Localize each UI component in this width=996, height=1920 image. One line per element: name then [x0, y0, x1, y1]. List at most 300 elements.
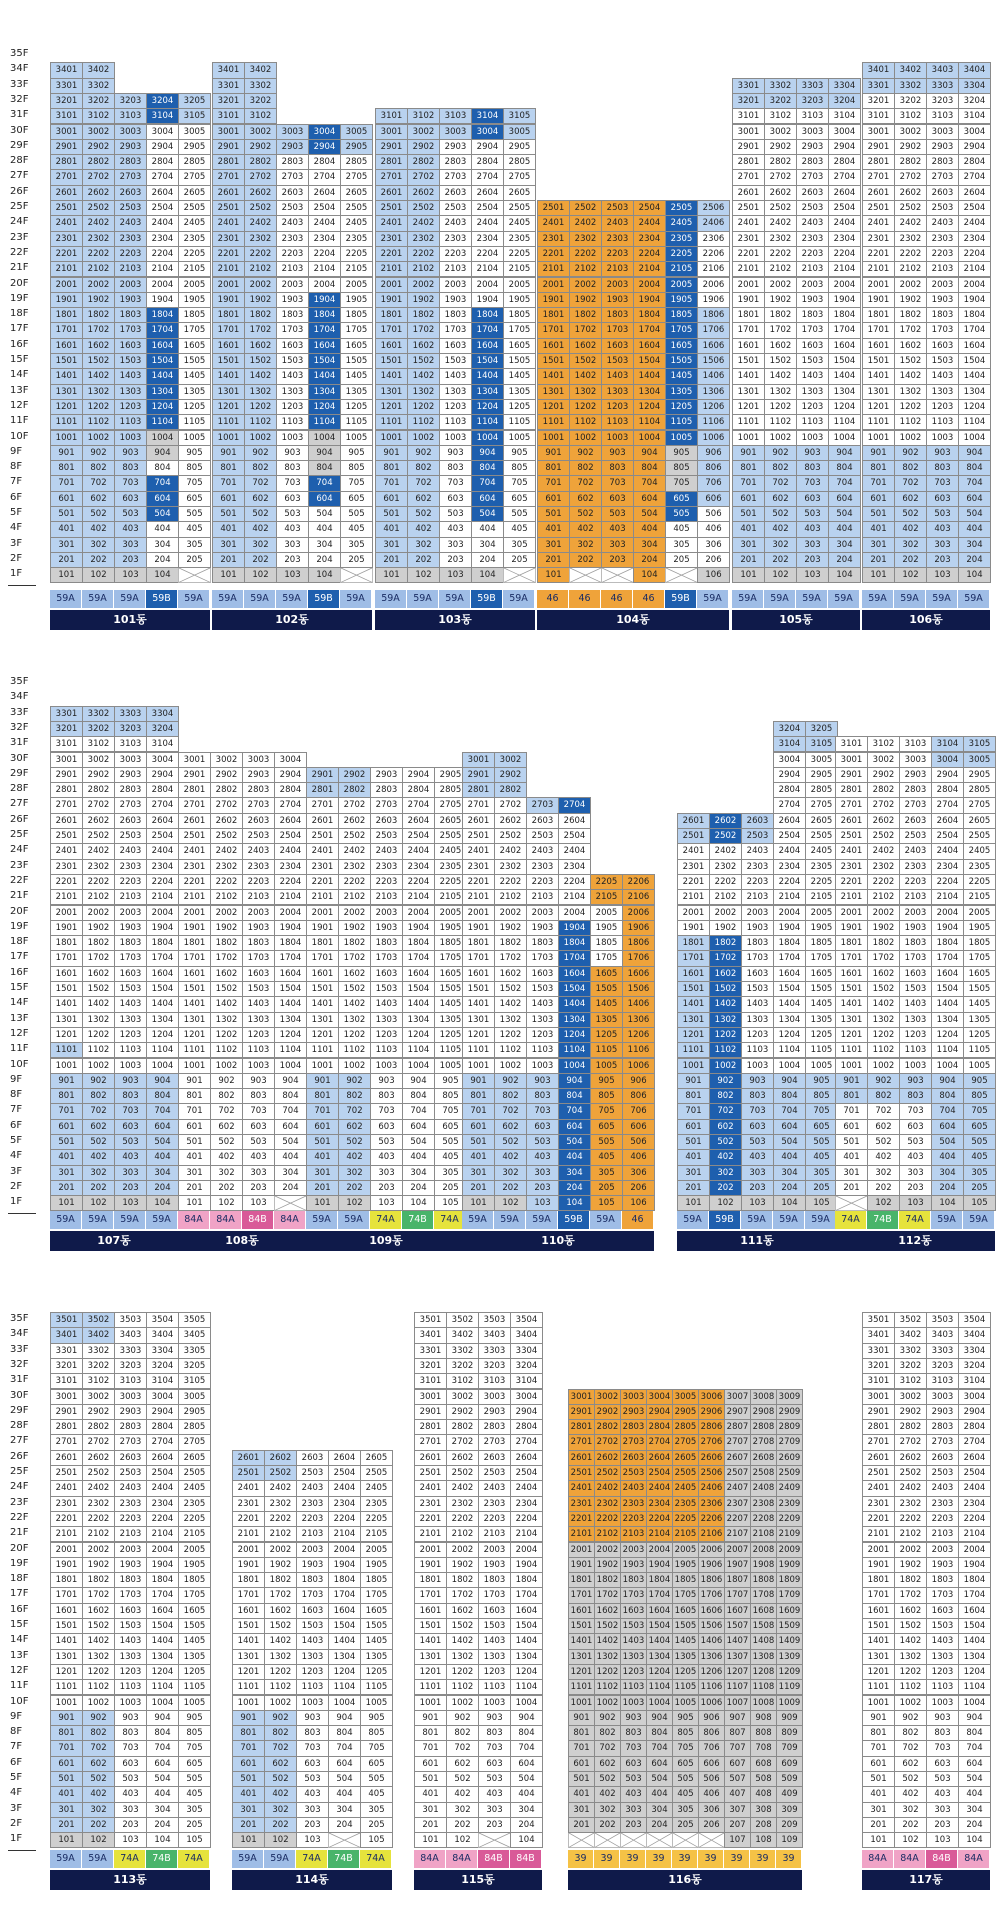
- unit-cell[interactable]: 2105: [360, 1526, 393, 1542]
- unit-cell[interactable]: 2804: [958, 1419, 991, 1435]
- unit-cell[interactable]: 603: [478, 1756, 511, 1772]
- unit-cell[interactable]: 505: [434, 1134, 467, 1150]
- unit-cell[interactable]: 2202: [407, 246, 440, 262]
- unit-cell[interactable]: 2801: [50, 1419, 83, 1435]
- unit-cell[interactable]: 304: [471, 537, 504, 553]
- unit-cell[interactable]: 2004: [558, 905, 591, 921]
- unit-cell[interactable]: 902: [210, 1073, 243, 1089]
- unit-cell[interactable]: 1504: [471, 353, 504, 369]
- unit-cell[interactable]: 3204: [146, 1358, 179, 1374]
- unit-cell[interactable]: 2004: [931, 905, 964, 921]
- unit-cell[interactable]: 3204: [958, 1358, 991, 1374]
- unit-cell[interactable]: 201: [232, 1817, 265, 1833]
- unit-cell[interactable]: 2003: [114, 1542, 147, 1558]
- unit-cell[interactable]: 902: [338, 1073, 371, 1089]
- unit-cell[interactable]: 403: [620, 1786, 647, 1802]
- unit-cell[interactable]: 1403: [620, 1633, 647, 1649]
- unit-cell[interactable]: 3102: [894, 108, 927, 124]
- unit-cell[interactable]: 602: [894, 1756, 927, 1772]
- unit-cell[interactable]: 2502: [446, 1465, 479, 1481]
- unit-cell[interactable]: 3002: [82, 752, 115, 768]
- unit-cell[interactable]: 2002: [894, 277, 927, 293]
- unit-cell[interactable]: 106: [697, 567, 730, 583]
- unit-cell[interactable]: 2204: [274, 874, 307, 890]
- unit-cell[interactable]: 1905: [805, 920, 838, 936]
- unit-cell[interactable]: 702: [82, 1103, 115, 1119]
- unit-cell[interactable]: 2902: [407, 139, 440, 155]
- unit-cell[interactable]: 804: [633, 460, 666, 476]
- unit-cell[interactable]: 2602: [764, 185, 797, 201]
- unit-cell[interactable]: 1307: [724, 1649, 751, 1665]
- unit-cell[interactable]: 1902: [594, 1557, 621, 1573]
- unit-cell[interactable]: 3301: [50, 78, 83, 94]
- unit-cell[interactable]: 2704: [146, 1434, 179, 1450]
- unit-cell[interactable]: 1903: [114, 1557, 147, 1573]
- unit-cell[interactable]: 503: [114, 506, 147, 522]
- unit-cell[interactable]: 1104: [958, 1679, 991, 1695]
- unit-cell[interactable]: 504: [958, 1771, 991, 1787]
- unit-cell[interactable]: 202: [594, 1817, 621, 1833]
- unit-cell[interactable]: 2202: [764, 246, 797, 262]
- unit-cell[interactable]: 1005: [178, 1695, 211, 1711]
- unit-cell[interactable]: 702: [446, 1740, 479, 1756]
- unit-cell[interactable]: 508: [750, 1771, 777, 1787]
- unit-cell[interactable]: 503: [370, 1134, 403, 1150]
- unit-cell[interactable]: 1603: [439, 338, 472, 354]
- unit-cell[interactable]: 1403: [296, 1633, 329, 1649]
- unit-cell[interactable]: 3104: [828, 108, 861, 124]
- unit-cell[interactable]: 202: [494, 1180, 527, 1196]
- unit-cell[interactable]: 203: [741, 1180, 774, 1196]
- unit-cell[interactable]: 103: [526, 1195, 559, 1211]
- unit-cell[interactable]: 1405: [805, 996, 838, 1012]
- unit-cell[interactable]: 1903: [114, 920, 147, 936]
- unit-cell[interactable]: 1002: [867, 1058, 900, 1074]
- unit-cell[interactable]: 2202: [338, 874, 371, 890]
- unit-cell[interactable]: 2501: [375, 200, 408, 216]
- unit-cell[interactable]: 1403: [741, 996, 774, 1012]
- unit-cell[interactable]: 2502: [494, 828, 527, 844]
- unit-cell[interactable]: 2404: [931, 843, 964, 859]
- unit-cell[interactable]: 2205: [665, 246, 698, 262]
- unit-cell[interactable]: 406: [622, 1149, 655, 1165]
- unit-cell[interactable]: 2104: [146, 261, 179, 277]
- unit-cell[interactable]: 2702: [338, 797, 371, 813]
- unit-cell[interactable]: 2601: [835, 813, 868, 829]
- unit-cell[interactable]: 2002: [894, 1542, 927, 1558]
- unit-cell[interactable]: 2302: [867, 859, 900, 875]
- unit-cell[interactable]: 2201: [835, 874, 868, 890]
- unit-cell[interactable]: 2102: [594, 1526, 621, 1542]
- unit-cell[interactable]: 1901: [835, 920, 868, 936]
- unit-cell[interactable]: 102: [894, 1832, 927, 1848]
- unit-cell[interactable]: 1902: [867, 920, 900, 936]
- unit-cell[interactable]: 703: [926, 1740, 959, 1756]
- unit-cell[interactable]: 803: [276, 460, 309, 476]
- unit-cell[interactable]: 104: [146, 1195, 179, 1211]
- unit-cell[interactable]: 3003: [114, 124, 147, 140]
- unit-cell[interactable]: 802: [569, 460, 602, 476]
- unit-cell[interactable]: 2401: [835, 843, 868, 859]
- unit-cell[interactable]: 804: [958, 1725, 991, 1741]
- unit-cell[interactable]: 1702: [764, 322, 797, 338]
- unit-cell[interactable]: 1804: [328, 1572, 361, 1588]
- unit-cell[interactable]: 1003: [601, 430, 634, 446]
- unit-cell[interactable]: 804: [931, 1088, 964, 1104]
- unit-cell[interactable]: 2702: [446, 1434, 479, 1450]
- unit-cell[interactable]: 1407: [724, 1633, 751, 1649]
- unit-cell[interactable]: 1801: [212, 307, 245, 323]
- unit-cell[interactable]: 2301: [677, 859, 710, 875]
- unit-cell[interactable]: 2703: [370, 797, 403, 813]
- unit-cell[interactable]: 2105: [178, 261, 211, 277]
- unit-cell[interactable]: 2702: [764, 169, 797, 185]
- unit-cell[interactable]: 2303: [741, 859, 774, 875]
- unit-cell[interactable]: 2105: [340, 261, 373, 277]
- unit-cell[interactable]: 602: [867, 1119, 900, 1135]
- unit-cell[interactable]: 601: [462, 1119, 495, 1135]
- unit-cell[interactable]: 3102: [446, 1373, 479, 1389]
- unit-cell[interactable]: 2601: [375, 185, 408, 201]
- unit-cell[interactable]: 2204: [828, 246, 861, 262]
- unit-cell[interactable]: 2701: [306, 797, 339, 813]
- unit-cell[interactable]: 403: [526, 1149, 559, 1165]
- unit-cell[interactable]: 3105: [805, 736, 838, 752]
- unit-cell[interactable]: 2501: [50, 200, 83, 216]
- unit-cell[interactable]: 1001: [862, 430, 895, 446]
- unit-cell[interactable]: 1301: [375, 384, 408, 400]
- unit-cell[interactable]: 703: [370, 1103, 403, 1119]
- unit-cell[interactable]: 302: [264, 1802, 297, 1818]
- unit-cell[interactable]: 2708: [750, 1434, 777, 1450]
- unit-cell[interactable]: 3005: [805, 752, 838, 768]
- unit-cell[interactable]: 301: [677, 1165, 710, 1181]
- unit-cell[interactable]: 902: [494, 1073, 527, 1089]
- unit-cell[interactable]: 2102: [82, 261, 115, 277]
- unit-cell[interactable]: 1004: [958, 1695, 991, 1711]
- unit-cell[interactable]: 2501: [212, 200, 245, 216]
- unit-cell[interactable]: 2302: [210, 859, 243, 875]
- unit-cell[interactable]: 801: [568, 1725, 595, 1741]
- unit-cell[interactable]: 2001: [212, 277, 245, 293]
- unit-cell[interactable]: 1205: [434, 1027, 467, 1043]
- unit-cell[interactable]: 604: [510, 1756, 543, 1772]
- unit-cell[interactable]: 506: [697, 506, 730, 522]
- unit-cell[interactable]: 202: [244, 552, 277, 568]
- unit-cell[interactable]: 1902: [446, 1557, 479, 1573]
- unit-cell[interactable]: 1102: [338, 1042, 371, 1058]
- unit-cell[interactable]: 2505: [963, 828, 996, 844]
- unit-cell[interactable]: 301: [232, 1802, 265, 1818]
- unit-cell[interactable]: 2605: [963, 813, 996, 829]
- unit-cell[interactable]: 2205: [178, 246, 211, 262]
- unit-cell[interactable]: 2101: [50, 261, 83, 277]
- unit-cell[interactable]: 3503: [114, 1312, 147, 1328]
- unit-cell[interactable]: 2805: [805, 782, 838, 798]
- unit-cell[interactable]: 3205: [178, 1358, 211, 1374]
- unit-cell[interactable]: 1905: [434, 920, 467, 936]
- unit-cell[interactable]: 1604: [402, 966, 435, 982]
- unit-cell[interactable]: 2508: [750, 1465, 777, 1481]
- unit-cell[interactable]: 803: [926, 1725, 959, 1741]
- unit-cell[interactable]: [274, 1195, 307, 1211]
- unit-cell[interactable]: 102: [709, 1195, 742, 1211]
- unit-cell[interactable]: 2705: [340, 169, 373, 185]
- unit-cell[interactable]: 1402: [569, 368, 602, 384]
- unit-cell[interactable]: 704: [958, 475, 991, 491]
- unit-cell[interactable]: 1807: [724, 1572, 751, 1588]
- unit-cell[interactable]: 803: [741, 1088, 774, 1104]
- unit-cell[interactable]: 2908: [750, 1404, 777, 1420]
- unit-cell[interactable]: 1001: [677, 1058, 710, 1074]
- unit-cell[interactable]: 1103: [296, 1679, 329, 1695]
- unit-cell[interactable]: 1803: [796, 307, 829, 323]
- unit-cell[interactable]: 903: [276, 445, 309, 461]
- unit-cell[interactable]: 702: [894, 475, 927, 491]
- unit-cell[interactable]: 1101: [862, 414, 895, 430]
- unit-cell[interactable]: 2003: [926, 1542, 959, 1558]
- unit-cell[interactable]: 2403: [114, 215, 147, 231]
- unit-cell[interactable]: 2205: [178, 1511, 211, 1527]
- unit-cell[interactable]: 1903: [296, 1557, 329, 1573]
- unit-cell[interactable]: 803: [899, 1088, 932, 1104]
- unit-cell[interactable]: 1804: [931, 935, 964, 951]
- unit-cell[interactable]: 1605: [360, 1603, 393, 1619]
- unit-cell[interactable]: 1405: [672, 1633, 699, 1649]
- unit-cell[interactable]: 2802: [894, 154, 927, 170]
- unit-cell[interactable]: 2805: [672, 1419, 699, 1435]
- unit-cell[interactable]: 304: [146, 1165, 179, 1181]
- unit-cell[interactable]: 3004: [510, 1389, 543, 1405]
- unit-cell[interactable]: 2705: [805, 797, 838, 813]
- unit-cell[interactable]: 204: [828, 552, 861, 568]
- unit-cell[interactable]: 201: [375, 552, 408, 568]
- unit-cell[interactable]: 1101: [50, 1679, 83, 1695]
- unit-cell[interactable]: 303: [478, 1802, 511, 1818]
- unit-cell[interactable]: 1601: [835, 966, 868, 982]
- unit-cell[interactable]: 1301: [537, 384, 570, 400]
- unit-cell[interactable]: 205: [503, 552, 536, 568]
- unit-cell[interactable]: 1904: [633, 292, 666, 308]
- unit-cell[interactable]: 701: [50, 1740, 83, 1756]
- unit-cell[interactable]: 304: [958, 537, 991, 553]
- unit-cell[interactable]: 2002: [338, 905, 371, 921]
- unit-cell[interactable]: 602: [446, 1756, 479, 1772]
- unit-cell[interactable]: 1001: [178, 1058, 211, 1074]
- unit-cell[interactable]: 2301: [462, 859, 495, 875]
- unit-cell[interactable]: 2003: [526, 905, 559, 921]
- unit-cell[interactable]: 103: [276, 567, 309, 583]
- unit-cell[interactable]: 502: [446, 1771, 479, 1787]
- unit-cell[interactable]: 701: [862, 475, 895, 491]
- unit-cell[interactable]: 2701: [50, 169, 83, 185]
- unit-cell[interactable]: 1205: [178, 1664, 211, 1680]
- unit-cell[interactable]: 2302: [569, 231, 602, 247]
- unit-cell[interactable]: 1202: [709, 1027, 742, 1043]
- unit-cell[interactable]: 3201: [50, 721, 83, 737]
- unit-cell[interactable]: 1602: [264, 1603, 297, 1619]
- unit-cell[interactable]: 1202: [82, 399, 115, 415]
- unit-cell[interactable]: 1905: [503, 292, 536, 308]
- unit-cell[interactable]: 1305: [360, 1649, 393, 1665]
- unit-cell[interactable]: 2803: [478, 1419, 511, 1435]
- unit-cell[interactable]: 3003: [620, 1389, 647, 1405]
- unit-cell[interactable]: 1202: [894, 1664, 927, 1680]
- unit-cell[interactable]: 702: [764, 475, 797, 491]
- unit-cell[interactable]: 101: [50, 1832, 83, 1848]
- unit-cell[interactable]: 1602: [82, 1603, 115, 1619]
- unit-cell[interactable]: 2004: [958, 277, 991, 293]
- unit-cell[interactable]: 1708: [750, 1587, 777, 1603]
- unit-cell[interactable]: 1601: [232, 1603, 265, 1619]
- unit-cell[interactable]: 603: [926, 491, 959, 507]
- unit-cell[interactable]: 203: [242, 1180, 275, 1196]
- unit-cell[interactable]: 707: [724, 1740, 751, 1756]
- unit-cell[interactable]: 2402: [894, 215, 927, 231]
- unit-cell[interactable]: 402: [709, 1149, 742, 1165]
- unit-cell[interactable]: 2102: [82, 889, 115, 905]
- unit-cell[interactable]: 1604: [558, 966, 591, 982]
- unit-cell[interactable]: 602: [407, 491, 440, 507]
- unit-cell[interactable]: 3002: [82, 124, 115, 140]
- unit-cell[interactable]: 3401: [862, 62, 895, 78]
- unit-cell[interactable]: 601: [375, 491, 408, 507]
- unit-cell[interactable]: 3001: [414, 1389, 447, 1405]
- unit-cell[interactable]: 2201: [50, 246, 83, 262]
- unit-cell[interactable]: 1303: [601, 384, 634, 400]
- unit-cell[interactable]: 2205: [672, 1511, 699, 1527]
- unit-cell[interactable]: 102: [210, 1195, 243, 1211]
- unit-cell[interactable]: 3004: [308, 124, 341, 140]
- unit-cell[interactable]: 404: [146, 1786, 179, 1802]
- unit-cell[interactable]: 2501: [232, 1465, 265, 1481]
- unit-cell[interactable]: 1005: [503, 430, 536, 446]
- unit-cell[interactable]: 1803: [296, 1572, 329, 1588]
- unit-cell[interactable]: 3004: [931, 752, 964, 768]
- unit-cell[interactable]: 3002: [210, 752, 243, 768]
- unit-cell[interactable]: 405: [672, 1786, 699, 1802]
- unit-cell[interactable]: 1505: [805, 981, 838, 997]
- unit-cell[interactable]: 1105: [665, 414, 698, 430]
- unit-cell[interactable]: 1302: [894, 1649, 927, 1665]
- unit-cell[interactable]: 805: [434, 1088, 467, 1104]
- unit-cell[interactable]: 603: [899, 1119, 932, 1135]
- unit-cell[interactable]: 2602: [82, 1450, 115, 1466]
- unit-cell[interactable]: 2706: [698, 1434, 725, 1450]
- unit-cell[interactable]: 1905: [360, 1557, 393, 1573]
- unit-cell[interactable]: 1004: [510, 1695, 543, 1711]
- unit-cell[interactable]: 604: [308, 491, 341, 507]
- unit-cell[interactable]: 2504: [146, 828, 179, 844]
- unit-cell[interactable]: 1704: [958, 1587, 991, 1603]
- unit-cell[interactable]: 604: [471, 491, 504, 507]
- unit-cell[interactable]: 601: [212, 491, 245, 507]
- unit-cell[interactable]: 2305: [963, 859, 996, 875]
- unit-cell[interactable]: 1902: [709, 920, 742, 936]
- unit-cell[interactable]: 802: [210, 1088, 243, 1104]
- unit-cell[interactable]: 901: [50, 1073, 83, 1089]
- unit-cell[interactable]: 1304: [633, 384, 666, 400]
- unit-cell[interactable]: 605: [434, 1119, 467, 1135]
- unit-cell[interactable]: 2505: [360, 1465, 393, 1481]
- unit-cell[interactable]: 2104: [773, 889, 806, 905]
- unit-cell[interactable]: 1104: [931, 1042, 964, 1058]
- unit-cell[interactable]: 2607: [724, 1450, 751, 1466]
- unit-cell[interactable]: 2601: [414, 1450, 447, 1466]
- unit-cell[interactable]: 602: [494, 1119, 527, 1135]
- unit-cell[interactable]: 2902: [494, 767, 527, 783]
- unit-cell[interactable]: [601, 567, 634, 583]
- unit-cell[interactable]: 901: [568, 1710, 595, 1726]
- unit-cell[interactable]: 2004: [328, 1542, 361, 1558]
- unit-cell[interactable]: 1703: [601, 322, 634, 338]
- unit-cell[interactable]: 205: [665, 552, 698, 568]
- unit-cell[interactable]: 2904: [402, 767, 435, 783]
- unit-cell[interactable]: 2404: [633, 215, 666, 231]
- unit-cell[interactable]: 502: [894, 1771, 927, 1787]
- unit-cell[interactable]: 503: [926, 1771, 959, 1787]
- unit-cell[interactable]: 3104: [471, 108, 504, 124]
- unit-cell[interactable]: 201: [414, 1817, 447, 1833]
- unit-cell[interactable]: 2802: [210, 782, 243, 798]
- unit-cell[interactable]: 1305: [434, 1012, 467, 1028]
- unit-cell[interactable]: 1503: [741, 981, 774, 997]
- unit-cell[interactable]: 104: [146, 567, 179, 583]
- unit-cell[interactable]: 1202: [867, 1027, 900, 1043]
- unit-cell[interactable]: 2902: [894, 1404, 927, 1420]
- unit-cell[interactable]: 1505: [178, 353, 211, 369]
- unit-cell[interactable]: 1605: [434, 966, 467, 982]
- unit-cell[interactable]: 601: [414, 1756, 447, 1772]
- unit-cell[interactable]: 1404: [274, 996, 307, 1012]
- unit-cell[interactable]: 2803: [796, 154, 829, 170]
- unit-cell[interactable]: 502: [764, 506, 797, 522]
- unit-cell[interactable]: 2502: [894, 200, 927, 216]
- unit-cell[interactable]: 2702: [594, 1434, 621, 1450]
- unit-cell[interactable]: 2804: [828, 154, 861, 170]
- unit-cell[interactable]: 1101: [537, 414, 570, 430]
- unit-cell[interactable]: 2303: [926, 231, 959, 247]
- unit-cell[interactable]: 1003: [114, 1695, 147, 1711]
- unit-cell[interactable]: 1805: [672, 1572, 699, 1588]
- unit-cell[interactable]: 1301: [306, 1012, 339, 1028]
- unit-cell[interactable]: 2104: [274, 889, 307, 905]
- unit-cell[interactable]: 1505: [178, 1618, 211, 1634]
- unit-cell[interactable]: 1802: [764, 307, 797, 323]
- unit-cell[interactable]: 1302: [82, 1649, 115, 1665]
- unit-cell[interactable]: 3003: [478, 1389, 511, 1405]
- unit-cell[interactable]: 2703: [242, 797, 275, 813]
- unit-cell[interactable]: 402: [867, 1149, 900, 1165]
- unit-cell[interactable]: 3203: [478, 1358, 511, 1374]
- unit-cell[interactable]: 2503: [296, 1465, 329, 1481]
- unit-cell[interactable]: 202: [82, 1180, 115, 1196]
- unit-cell[interactable]: 606: [622, 1119, 655, 1135]
- unit-cell[interactable]: 601: [732, 491, 765, 507]
- unit-cell[interactable]: 2402: [338, 843, 371, 859]
- unit-cell[interactable]: 1803: [478, 1572, 511, 1588]
- unit-cell[interactable]: 506: [622, 1134, 655, 1150]
- unit-cell[interactable]: 1402: [264, 1633, 297, 1649]
- unit-cell[interactable]: 1403: [370, 996, 403, 1012]
- unit-cell[interactable]: 301: [862, 1802, 895, 1818]
- unit-cell[interactable]: 1203: [114, 1664, 147, 1680]
- unit-cell[interactable]: 2503: [926, 200, 959, 216]
- unit-cell[interactable]: 3301: [50, 706, 83, 722]
- unit-cell[interactable]: 1902: [82, 1557, 115, 1573]
- unit-cell[interactable]: 1506: [698, 1618, 725, 1634]
- unit-cell[interactable]: 1104: [471, 414, 504, 430]
